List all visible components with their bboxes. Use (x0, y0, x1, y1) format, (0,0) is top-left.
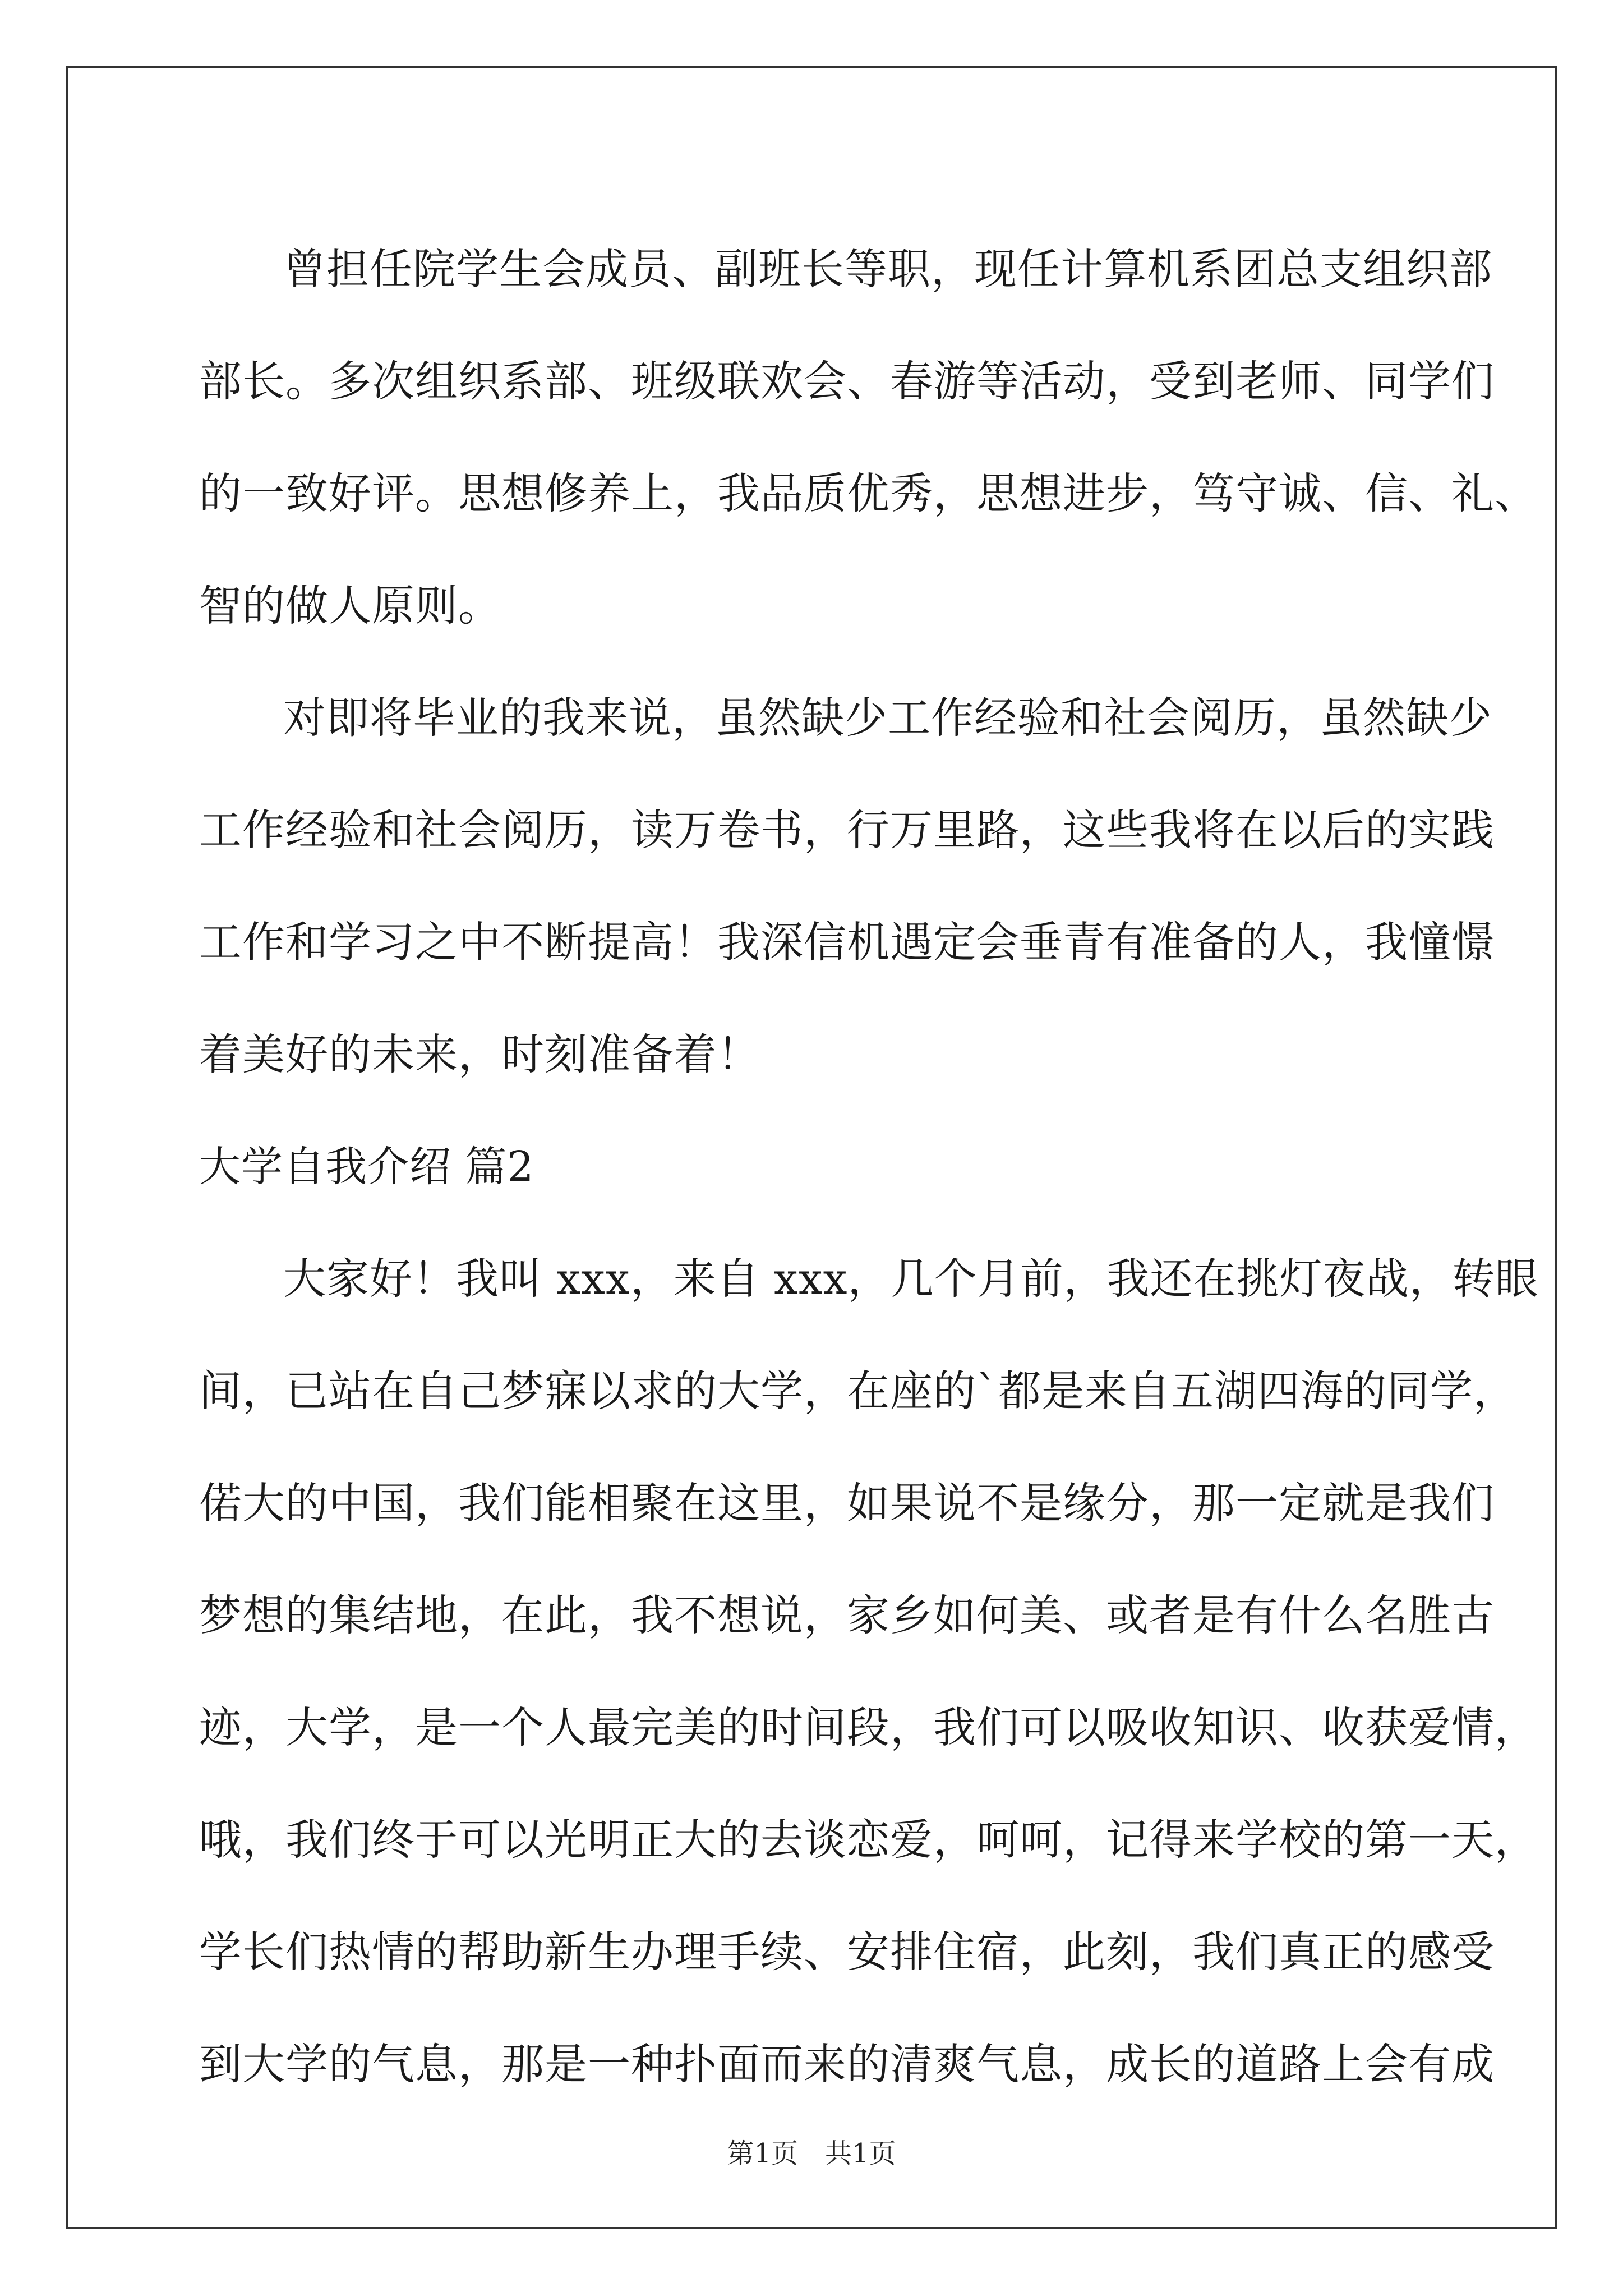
paragraph-3-line-7: 学长们热情的帮助新生办理手续、安排住宿，此刻，我们真正的感受 (199, 1927, 1495, 1977)
paragraph-3-line-6: 哦，我们终于可以光明正大的去谈恋爱，呵呵，记得来学校的第一天， (199, 1815, 1538, 1865)
paragraph-2-line-1: 对即将毕业的我来说，虽然缺少工作经验和社会阅历，虽然缺少 (283, 693, 1492, 743)
document-body (199, 213, 1539, 2120)
paragraph-3-line-8: 到大学的气息，那是一种扑面而来的清爽气息，成长的道路上会有成 (199, 2039, 1495, 2089)
paragraph-1-line-1: 曾担任院学生会成员、副班长等职，现任计算机系团总支组织部 (283, 244, 1492, 294)
paragraph-2-line-2: 工作经验和社会阅历，读万卷书，行万里路，这些我将在以后的实践 (199, 805, 1495, 855)
paragraph-2-line-3: 工作和学习之中不断提高！我深信机遇定会垂青有准备的人，我憧憬 (199, 917, 1495, 967)
section-heading: 大学自我介绍 篇2 (199, 1143, 534, 1191)
paragraph-3-line-2: 间，已站在自己梦寐以求的大学，在座的`都是来自五湖四海的同学， (199, 1366, 1516, 1416)
paragraph-2-line-4: 着美好的未来，时刻准备着！ (199, 1029, 760, 1079)
page-number-footer: 第1页 共1页 (727, 2138, 896, 2169)
paragraph-1-line-4: 智的做人原则。 (199, 581, 501, 631)
paragraph-1-line-3: 的一致好评。思想修养上，我品质优秀，思想进步，笃守诚、信、礼、 (199, 468, 1538, 518)
paragraph-3-line-4: 梦想的集结地，在此，我不想说，家乡如何美、或者是有什么名胜古 (199, 1590, 1495, 1640)
paragraph-3-line-3: 偌大的中国，我们能相聚在这里，如果说不是缘分，那一定就是我们 (199, 1478, 1495, 1528)
paragraph-3-line-1: 大家好！我叫 xxx，来自 xxx，几个月前，我还在挑灯夜战，转眼 (283, 1254, 1539, 1304)
paragraph-1-line-2: 部长。多次组织系部、班级联欢会、春游等活动，受到老师、同学们 (199, 356, 1495, 406)
paragraph-3-line-5: 迹，大学，是一个人最完美的时间段，我们可以吸收知识、收获爱情， (199, 1703, 1538, 1752)
